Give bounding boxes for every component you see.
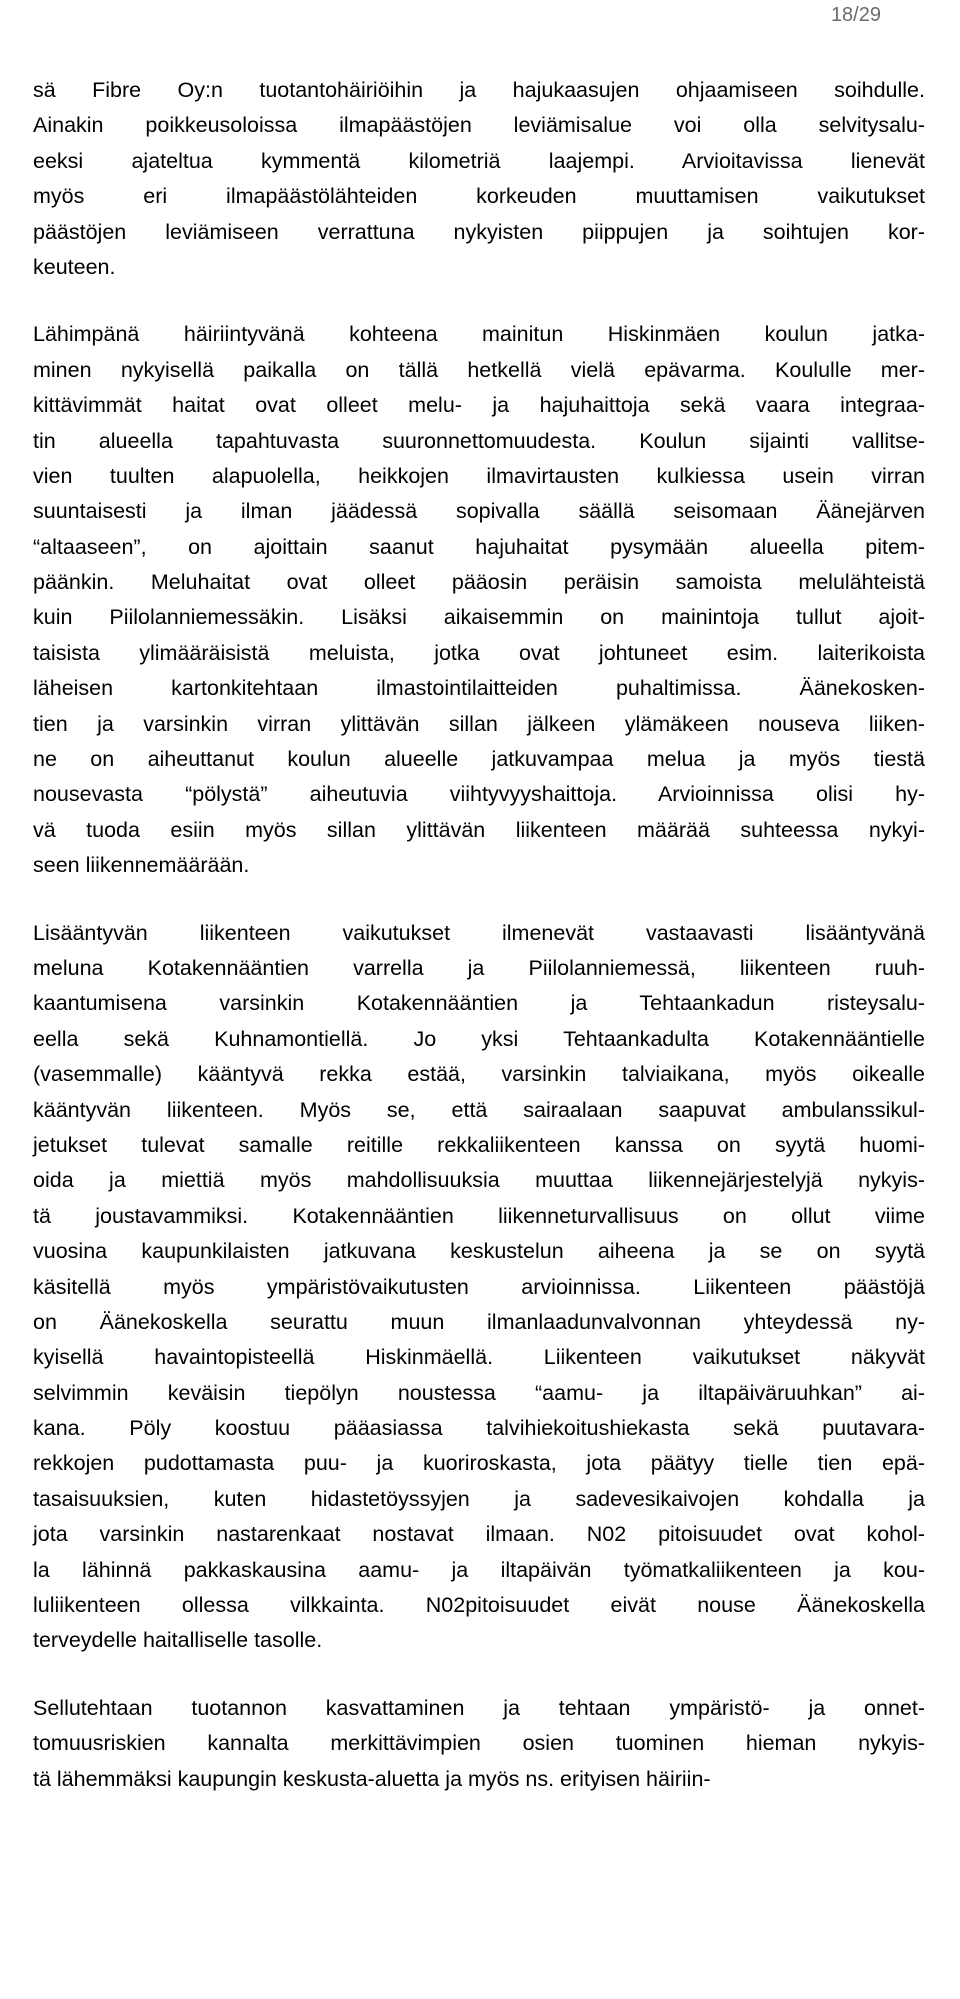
text-line: eeksi ajateltua kymmentä kilometriä laajempi. Arvioitavissa lienevät	[33, 148, 925, 173]
paragraph-2	[33, 317, 925, 883]
text-line: Ainakin poikkeusoloissa ilmapäästöjen leviämisalue voi olla selvitysalu-	[33, 113, 925, 138]
page-number: 18/29	[830, 4, 881, 26]
text-line: seen liikennemäärään.	[33, 853, 250, 878]
text-line: selvimmin keväisin tiepölyn noustessa “aamu- ja iltapäiväruuhkan” ai-	[33, 1380, 925, 1405]
text-line: (vasemmalle) kääntyvä rekka estää, varsinkin talviaikana, myös oikealle	[33, 1062, 925, 1087]
text-line: myös eri ilmapäästölähteiden korkeuden muuttamisen vaikutukset	[33, 184, 925, 209]
paragraph-4	[33, 1691, 925, 1797]
text-line: käsitellä myös ympäristövaikutusten arvioinnissa. Liikenteen päästöjä	[33, 1274, 925, 1299]
text-line: kittävimmät haitat ovat olleet melu- ja hajuhaittoja sekä vaara integraa-	[33, 393, 925, 418]
text-line: la lähinnä pakkaskausina aamu- ja iltapäivän työmatkaliikenteen ja kou-	[33, 1557, 925, 1582]
text-line: vä tuoda esiin myös sillan ylittävän liikenteen määrää suhteessa nykyi-	[33, 817, 925, 842]
text-line: jota varsinkin nastarenkaat nostavat ilmaan. N02 pitoisuudet ovat kohol-	[33, 1522, 925, 1547]
text-line: minen nykyisellä paikalla on tällä hetkellä vielä epävarma. Koululle mer-	[33, 357, 925, 382]
text-line: suuntaisesti ja ilman jäädessä sopivalla säällä seisomaan Äänejärven	[33, 499, 925, 524]
text-line: tin alueella tapahtuvasta suuronnettomuudesta. Koulun sijainti vallitse-	[33, 428, 925, 453]
text-line: Lisääntyvän liikenteen vaikutukset ilmenevät vastaavasti lisääntyvänä	[33, 920, 925, 945]
text-line: eella sekä Kuhnamontiellä. Jo yksi Tehtaankadulta Kotakennääntielle	[33, 1026, 925, 1051]
text-line: Lähimpänä häiriintyvänä kohteena mainitun Hiskinmäen koulun jatka-	[33, 322, 925, 347]
text-line: tasaisuuksien, kuten hidastetöyssyjen ja sadevesikaivojen kohdalla ja	[33, 1486, 925, 1511]
text-line: nousevasta “pölystä” aiheutuvia viihtyvyyshaittoja. Arvioinnissa olisi hy-	[33, 782, 925, 807]
text-line: terveydelle haitalliselle tasolle.	[33, 1628, 323, 1653]
paragraph-3	[33, 916, 925, 1659]
text-line: Sellutehtaan tuotannon kasvattaminen ja tehtaan ympäristö- ja onnet-	[33, 1695, 925, 1720]
text-line: tä lähemmäksi kaupungin keskusta-aluetta ja myös ns. erityisen häiriin-	[33, 1766, 711, 1791]
text-line: meluna Kotakennääntien varrella ja Piilolanniemessä, liikenteen ruuh-	[33, 955, 925, 980]
document-body	[33, 73, 925, 1797]
text-line: vien tuulten alapuolella, heikkojen ilmavirtausten kulkiessa usein virran	[33, 463, 925, 488]
text-line: kuin Piilolanniemessäkin. Lisäksi aikaisemmin on mainintoja tullut ajoit-	[33, 605, 925, 630]
text-line: luliikenteen ollessa vilkkainta. N02pitoisuudet eivät nouse Äänekoskella	[33, 1593, 925, 1618]
text-line: sä Fibre Oy:n tuotantohäiriöihin ja hajukaasujen ohjaamiseen soihdulle.	[33, 78, 925, 102]
text-line: päänkin. Meluhaitat ovat olleet pääosin peräisin samoista melulähteistä	[33, 570, 925, 595]
text-line: rekkojen pudottamasta puu- ja kuoriroskasta, jota päätyy tielle tien epä-	[33, 1451, 925, 1476]
text-line: tomuusriskien kannalta merkittävimpien osien tuominen hieman nykyis-	[33, 1731, 925, 1756]
text-line: päästöjen leviämiseen verrattuna nykyisten piippujen ja soihtujen kor-	[33, 219, 925, 244]
text-line: jetukset tulevat samalle reitille rekkaliikenteen kanssa on syytä huomi-	[33, 1132, 925, 1157]
text-line: kaantumisena varsinkin Kotakennääntien ja Tehtaankadun risteysalu-	[33, 991, 925, 1016]
text-line: läheisen kartonkitehtaan ilmastointilaitteiden puhaltimissa. Äänekosken-	[33, 676, 925, 701]
text-line: vuosina kaupunkilaisten jatkuvana keskustelun aiheena ja se on syytä	[33, 1239, 925, 1264]
text-line: “altaaseen”, on ajoittain saanut hajuhaitat pysymään alueella pitem-	[33, 534, 925, 559]
text-line: ne on aiheuttanut koulun alueelle jatkuvampaa melua ja myös tiestä	[33, 747, 925, 772]
text-line: oida ja miettiä myös mahdollisuuksia muuttaa liikennejärjestelyjä nykyis-	[33, 1168, 925, 1193]
paragraph-1	[33, 73, 925, 285]
text-line: tien ja varsinkin virran ylittävän sillan jälkeen ylämäkeen nouseva liiken-	[33, 711, 925, 736]
text-line: kääntyvän liikenteen. Myös se, että sairaalaan saapuvat ambulanssikul-	[33, 1097, 925, 1122]
text-line: taisista ylimääräisistä meluista, jotka ovat johtuneet esim. laiterikoista	[33, 640, 925, 665]
text-line: on Äänekoskella seurattu muun ilmanlaadunvalvonnan yhteydessä ny-	[33, 1309, 925, 1334]
text-line: kyisellä havaintopisteellä Hiskinmäellä. Liikenteen vaikutukset näkyvät	[33, 1345, 925, 1370]
text-line: keuteen.	[33, 254, 116, 279]
text-line: tä joustavammiksi. Kotakennääntien liikenneturvallisuus on ollut viime	[33, 1203, 925, 1228]
text-line: kana. Pöly koostuu pääasiassa talvihiekoitushiekasta sekä puutavara-	[33, 1416, 925, 1441]
